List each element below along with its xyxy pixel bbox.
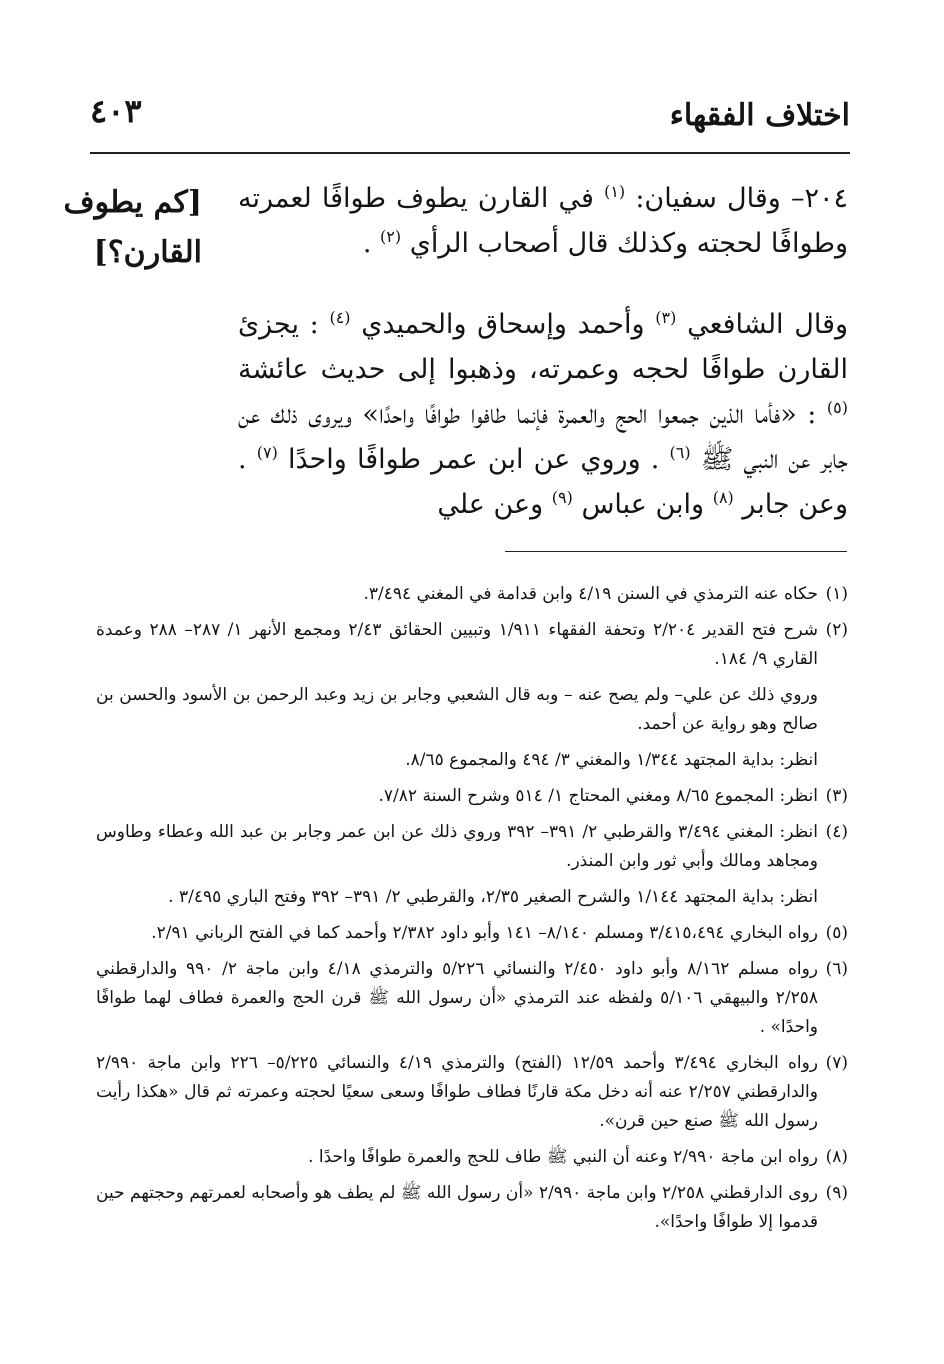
footnote-number: (٨) xyxy=(825,1147,848,1167)
text-segment: : «فأما الذين جمعوا الحج والعمرة فإنما طافوا طوافًا واحدًا» ويروى ذلك عن جابر عن النبي ﷺ xyxy=(238,399,848,475)
footnote-text: انظر: المجموع ٨/٦٥ ومغني المحتاج ١/ ٥١٤ وشرح السنة ٧/٨٢. xyxy=(378,786,818,806)
footnote xyxy=(96,1049,848,1136)
footnote-continuation xyxy=(96,883,848,912)
page-number: ٤٠٣ xyxy=(90,92,142,130)
footnote xyxy=(96,1143,848,1172)
footnote-text: انظر: بداية المجتهد ١/٣٤٤ والمغني ٣/ ٤٩٤ والمجموع ٨/٦٥. xyxy=(405,750,818,770)
footnote-continuation xyxy=(96,746,848,775)
footnote-text: رواه البخاري ٣/٤١٥،٤٩٤ ومسلم ٨/١٤٠– ١٤١ وأبو داود ٢/٣٨٢ وأحمد كما في الفتح الرباني ٢/٩١. xyxy=(151,923,818,943)
main-text xyxy=(238,176,848,563)
footnote-ref: (١) xyxy=(604,182,626,201)
text-segment: في القارن يطوف طوافًا لعمرته وطوافًا لحجته وكذلك قال أصحاب الرأي xyxy=(238,183,848,259)
text-segment: . وعن جابر xyxy=(238,444,848,520)
footnote-text: رواه البخاري ٣/٤٩٤ وأحمد ١٢/٥٩ (الفتح) والترمذي ٤/١٩ والنسائي ٥/٢٢٥– ٢٢٦ وابن ماجة ٢/٩٩٠ والدارقطني ٢/٢٥٧ عنه أنه دخل مكة قارنًا فطاف طوافًا وسعى سعيًا لحجته وعمرته ثم قال «هكذا رأيت رسول الله ﷺ صنع حين قرن». xyxy=(96,1053,818,1131)
footnote xyxy=(96,782,848,811)
footnote-number: (٤) xyxy=(825,822,848,842)
footnote-ref: (٢) xyxy=(380,227,402,246)
paragraph-shafii xyxy=(238,302,848,527)
footnote-text: شرح فتح القدير ٢/٢٠٤ وتحفة الفقهاء ١/٩١١ وتبيين الحقائق ٢/٤٣ ومجمع الأنهر ١/ ٢٨٧– ٢٨٨ وعمدة القاري ٩/ ١٨٤. xyxy=(96,620,819,669)
footnote xyxy=(96,955,848,1042)
footnote xyxy=(96,919,848,948)
header-rule xyxy=(90,152,850,154)
footnote-text: انظر: بداية المجتهد ١/١٤٤ والشرح الصغير ٢/٣٥، والقرطبي ٢/ ٣٩١– ٣٩٢ وفتح الباري ٣/٤٩٥ . xyxy=(168,887,818,907)
footnote-number: (٥) xyxy=(825,923,848,943)
margin-note-line: القارن؟] xyxy=(93,235,202,270)
footnote-number: (٦) xyxy=(825,959,848,979)
text-segment: وعن علي xyxy=(437,489,544,520)
text-segment: ٢٠٤– وقال سفيان: xyxy=(635,183,848,214)
footnote-ref: (٤) xyxy=(329,308,351,327)
footnote-text: رواه مسلم ٨/١٦٢ وأبو داود ٢/٤٥٠ والنسائي ٥/٢٢٦ والترمذي ٤/١٨ وابن ماجة ٢/ ٩٩٠ والدارقطني ٢/٢٥٨ والبيهقي ٥/١٠٦ ولفظه عند الترمذي «أن رسول الله ﷺ قرن الحج والعمرة فطاف لهما طوافًا واحدًا» . xyxy=(96,959,819,1037)
footnote-ref: (٩) xyxy=(551,488,573,507)
running-title: اختلاف الفقهاء xyxy=(669,98,850,133)
footnote-text: وروي ذلك عن علي– ولم يصح عنه – وبه قال الشعبي وجابر بن زيد وعبد الرحمن بن الأسود والحسن بن صالح وهو رواية عن أحمد. xyxy=(96,685,818,734)
footnote xyxy=(96,1179,848,1237)
paragraph-204 xyxy=(238,176,848,266)
footnote-text: حكاه عنه الترمذي في السنن ٤/١٩ وابن قدامة في المغني ٣/٤٩٤. xyxy=(363,584,818,604)
text-segment: . وروي عن ابن عمر طوافًا واحدًا xyxy=(287,444,660,475)
footnote xyxy=(96,616,848,674)
footnote-ref: (٣) xyxy=(655,308,677,327)
footnote-text: رواه ابن ماجة ٢/٩٩٠ وعنه أن النبي ﷺ طاف للحج والعمرة طوافًا واحدًا . xyxy=(308,1147,818,1167)
margin-note-line: [كم يطوف xyxy=(63,185,202,220)
footnote-number: (٩) xyxy=(825,1183,848,1203)
footnote-ref: (٦) xyxy=(669,443,691,462)
text-segment: . xyxy=(362,228,372,259)
footnote-rule xyxy=(505,551,847,552)
text-segment: وابن عباس xyxy=(581,489,705,520)
footnote-number: (٧) xyxy=(825,1053,848,1073)
footnote-ref: (٨) xyxy=(712,488,734,507)
footnote-continuation xyxy=(96,681,848,739)
footnote-text: روى الدارقطني ٢/٢٥٨ وابن ماجة ٢/٩٩٠ «أن رسول الله ﷺ لم يطف هو وأصحابه لعمرتهم وحجتهم حين قدموا إلا طوافًا واحدًا». xyxy=(96,1183,818,1232)
text-segment: وأحمد وإسحاق والحميدي xyxy=(361,309,645,340)
footnote xyxy=(96,580,848,609)
footnote-text: انظر: المغني ٣/٤٩٤ والقرطبي ٢/ ٣٩١– ٣٩٢ وروي ذلك عن ابن عمر وجابر بن عبد الله وعطاء وطاوس ومجاهد ومالك وأبي ثور وابن المنذر. xyxy=(96,822,818,871)
footnotes xyxy=(96,580,848,1244)
footnote-ref: (٥) xyxy=(826,398,848,417)
footnote-ref: (٧) xyxy=(256,443,278,462)
footnote-number: (٣) xyxy=(825,786,848,806)
text-segment: : يجزئ القارن طوافًا لحجه وعمرته، وذهبوا إلى حديث عائشة xyxy=(238,309,848,385)
footnote-number: (٢) xyxy=(825,620,848,640)
margin-note xyxy=(52,178,202,278)
footnote-number: (١) xyxy=(825,584,848,604)
footnote xyxy=(96,818,848,876)
page-header xyxy=(90,92,850,144)
text-segment: وقال الشافعي xyxy=(687,309,849,340)
